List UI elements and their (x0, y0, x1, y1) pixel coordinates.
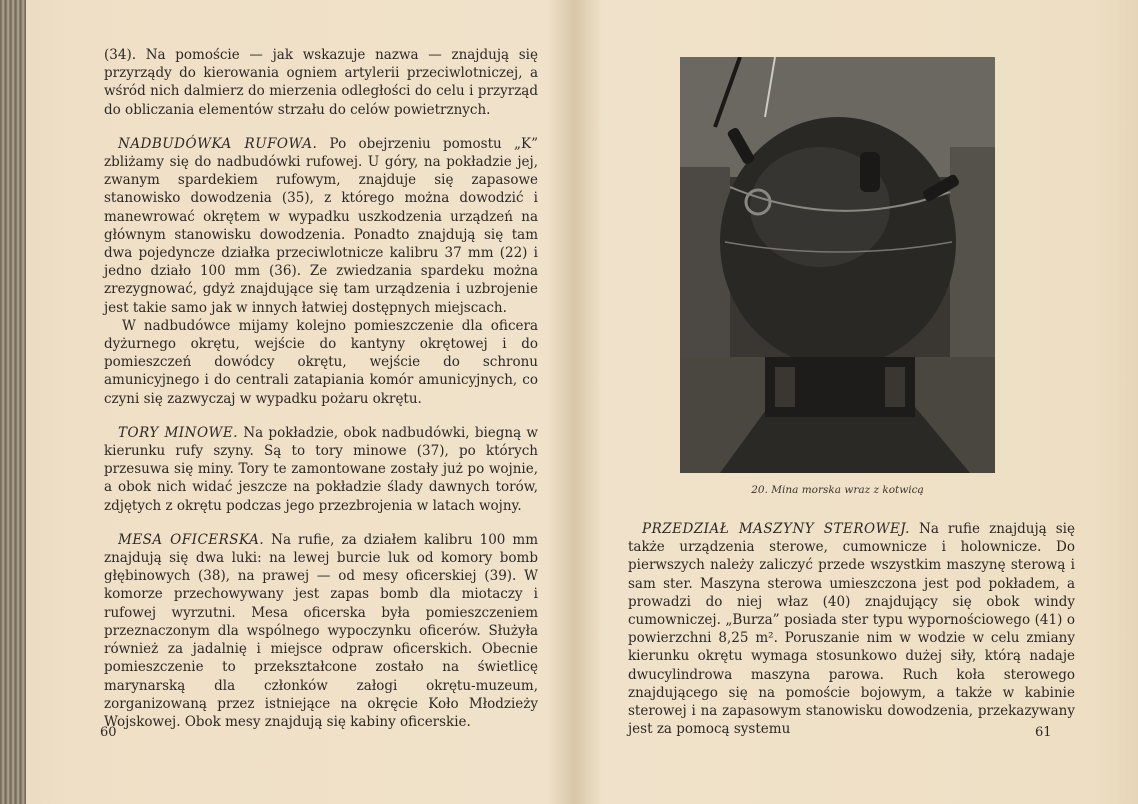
paragraph (104, 424, 538, 515)
sea-mine-photo (680, 57, 995, 473)
paragraph (104, 531, 538, 731)
paragraph-text: Po obejrzeniu pomostu „K” zbliżamy się do nadbudówki rufowej. U góry, na pokładzie jej, zwanym spardekiem rufowym, znajduje się zapasowe stanowisko dowodzenia (35), z którego można dowodzić i manewrować okrętem w wypadku uszkodzenia urządzeń na głównym stanowisku dowodzenia. Ponadto znajdują się tam dwa pojedyncze działka przeciwlotnicze kalibru 37 mm (22) i jedno działo 100 mm (36). Ze zwiedzania spardeku można zrezygnować, gdyż znajdujące się tam urządzenia i uzbrojenie jest takie samo jak w innych łatwiej dostępnych miejscach. (104, 135, 538, 316)
right-page-text (628, 520, 1075, 738)
figure-caption: 20. Mina morska wraz z kotwicą (751, 484, 924, 496)
paragraph-text: Na pokładzie, obok nadbudówki, biegną w kierunku rufy szyny. Są to tory minowe (37), po których przesuwa się miny. Tory te zamontowane zostały już po wojnie, a obok nich widać jeszcze na pokładzie ślady dawnych torów, zdjętych z okrętu podczas jego przezbrojenia w latach wojny. (104, 424, 538, 514)
figure-photo (680, 57, 995, 473)
paragraph-text: Na rufie, za działem kalibru 100 mm znajdują się dwa luki: na lewej burcie luk od komory bomb głębinowych (38), na prawej — od mesy oficerskiej (39). W komorze przechowywany jest zapas bomb dla miotaczy i rufowej wyrzutni. Mesa oficerska była pomieszczeniem przeznaczonym dla wspólnego wypoczynku oficerów. Służyła również za jadalnię i miejsce odpraw oficerskich. Obecnie pomieszczenie to przekształcone zostało na świetlicę marynarską dla członków załogi okrętu-muzeum, zorganizowaną przez istniejące na okręcie Koło Młodzieży Wojskowej. Obok mesy znajdują się kabiny oficerskie. (104, 531, 538, 730)
section-heading: NADBUDÓWKA RUFOWA. (118, 135, 318, 152)
paragraph-text: W nadbudówce mijamy kolejno pomieszczenie dla oficera dyżurnego okrętu, wejście do kantyny okrętowej i do pomieszczeń dowódcy okrętu, wejście do schronu amunicyjnego i do centrali zatapiania komór amunicyjnych, co czyni się zazwyczaj w wypadku pożaru okrętu. (104, 317, 538, 407)
right-page (583, 0, 1138, 804)
paragraph (628, 520, 1075, 738)
page-edges (0, 0, 26, 804)
section-heading: TORY MINOWE. (118, 424, 239, 441)
paragraph (104, 46, 538, 119)
left-page-text (104, 46, 538, 731)
page-number: 61 (1035, 725, 1052, 740)
paragraph-text: Na rufie znajdują się także urządzenia sterowe, cumownicze i holownicze. Do pierwszych należy zaliczyć przede wszystkim maszynę sterową i sam ster. Maszyna sterowa umieszczona jest pod pokładem, a prowadzi do niej właz (40) znajdujący się obok windy cumowniczej. „Burza” posiada ster typu wyporności​owego (41) o powierzchni 8,25 m². Poruszanie nim w wodzie w celu zmiany kierunku okrętu wymaga stosunkowo dużej siły, którą nadaje dwucylindrowa maszyna parowa. Ruch koła sterowego znajdującego się na pomoście bojowym, a także w kabinie sterowej i na zapasowym stanowisku dowodzenia, przekazywany jest za pomocą systemu (628, 521, 1075, 738)
section-heading: MESA OFICERSKA. (118, 531, 265, 548)
section-heading: PRZEDZIAŁ MASZYNY STEROWEJ. (642, 521, 910, 537)
left-page (26, 0, 575, 804)
paragraph (104, 317, 538, 408)
paragraph (104, 135, 538, 317)
paragraph-text: (34). Na pomoście — jak wskazuje nazwa — znajdują się przyrządy do kierowania ogniem artylerii przeciwlotniczej, a wśród nich dalmierz do mierzenia odległości do celu i przyrząd do obliczania elementów strzału do celów powietrznych. (104, 47, 538, 118)
page-number: 60 (100, 725, 117, 740)
